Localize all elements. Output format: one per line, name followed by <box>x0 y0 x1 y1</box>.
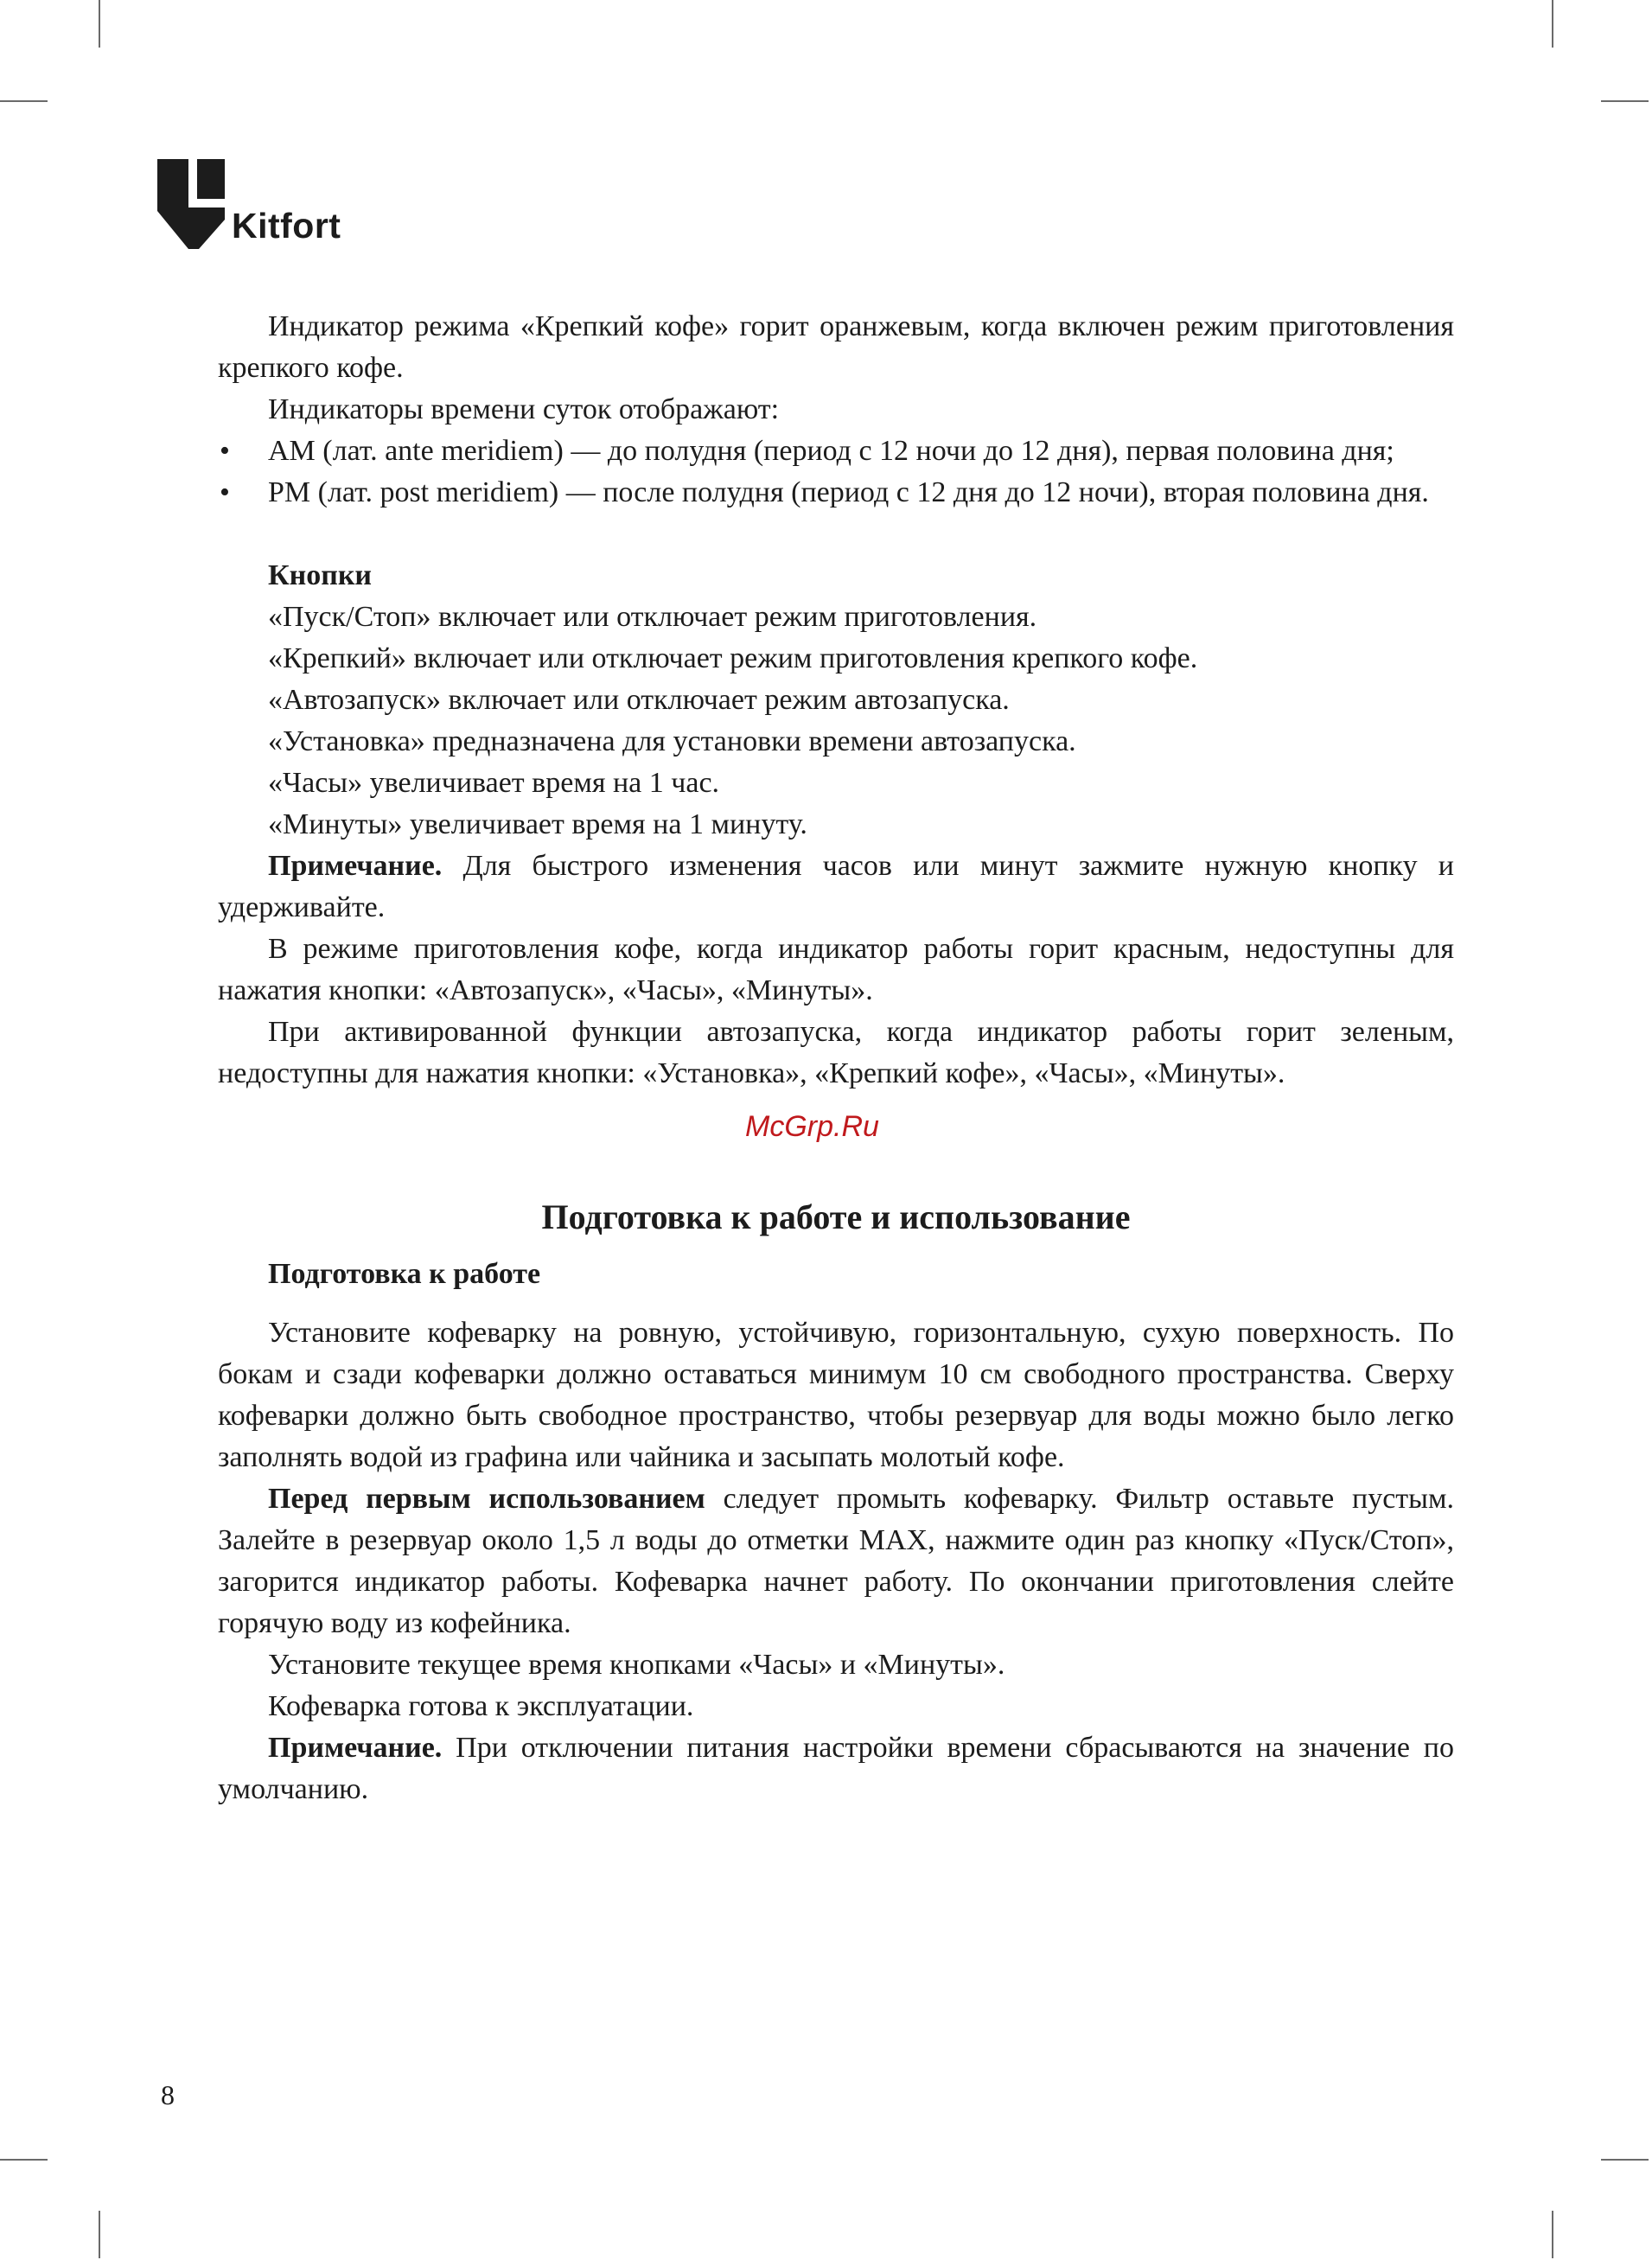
note-text: Для быстрого изменения часов или минут зажмите нужную кнопку и удерживайте. <box>218 850 1454 923</box>
note-text: При отключении питания настройки времени сбрасываются на значение по умолчанию. <box>218 1732 1454 1805</box>
button-desc-start-stop: «Пуск/Стоп» включает или отключает режим приготовления. <box>268 601 1037 633</box>
brand-name: Kitfort <box>232 206 341 246</box>
bullet-icon: • <box>220 435 230 467</box>
button-desc-strong: «Крепкий» включает или отключает режим приготовления крепкого кофе. <box>268 642 1198 674</box>
button-desc-setting: «Установка» предназначена для установки времени автозапуска. <box>268 725 1076 757</box>
crop-mark-top-left-horizontal <box>0 100 48 102</box>
section-title-buttons: Кнопки <box>268 559 373 591</box>
button-desc-hours: «Часы» увеличивает время на 1 час. <box>268 767 720 799</box>
page-number: 8 <box>161 2079 175 2110</box>
crop-mark-bottom-right-horizontal <box>1601 2159 1649 2161</box>
page-content <box>218 306 1454 1810</box>
paragraph-placement: Установите кофеварку на ровную, устойчивую, горизонтальную, сухую поверхность. По бокам и сзади кофеварки должно оставаться минимум 10 см свободного пространства. Сверху кофеварки должно быть свободное пространство, чтобы резервуар для воды можно было легко заполнять водой из графина или чайника и засыпать молотый кофе. <box>218 1317 1454 1473</box>
paragraph-ready: Кофеварка готова к эксплуатации. <box>268 1690 694 1722</box>
note-buttons <box>218 846 1454 929</box>
section-title-preparation-and-use: Подготовка к работе и использование <box>541 1197 1131 1236</box>
crop-mark-top-right-vertical <box>1552 0 1553 48</box>
list-item-am-text: AM (лат. ante meridiem) — до полудня (период с 12 ночи до 12 дня), первая половина дня; <box>268 435 1394 467</box>
note-label: Примечание. <box>268 850 443 882</box>
subsection-title-preparation: Подготовка к работе <box>268 1258 541 1290</box>
paragraph-autostart-mode: При активированной функции автозапуска, когда индикатор работы горит зеленым, недоступны для нажатия кнопки: «Установка», «Крепкий кофе», «Часы», «Минуты». <box>218 1016 1454 1089</box>
watermark: McGrp.Ru <box>745 1110 879 1143</box>
first-use-text: следует промыть кофеварку. Фильтр оставьте пустым. Залейте в резервуар около 1,5 л воды до отметки MAX, нажмите один раз кнопку «Пуск/Стоп», загорится индикатор работы. Кофеварка начнет работу. По окончании приготовления слейте горячую воду из кофейника. <box>218 1483 1455 1639</box>
crop-mark-top-right-horizontal <box>1601 100 1649 102</box>
first-use-label: Перед первым использованием <box>268 1483 705 1515</box>
paragraph-strong-coffee-indicator: Индикатор режима «Крепкий кофе» горит оранжевым, когда включен режим приготовления крепкого кофе. <box>218 310 1454 384</box>
list-item-pm <box>218 472 1454 514</box>
note-label: Примечание. <box>268 1732 443 1764</box>
list-item-am <box>218 431 1454 472</box>
note-power-off <box>218 1727 1454 1810</box>
kitfort-logo-icon <box>157 159 225 249</box>
crop-mark-top-left-vertical <box>99 0 100 48</box>
paragraph-set-time: Установите текущее время кнопками «Часы» и «Минуты». <box>268 1649 1005 1681</box>
paragraph-brewing-mode: В режиме приготовления кофе, когда индикатор работы горит красным, недоступны для нажатия кнопки: «Автозапуск», «Часы», «Минуты». <box>218 933 1454 1006</box>
crop-mark-bottom-left-horizontal <box>0 2159 48 2161</box>
crop-mark-bottom-left-vertical <box>99 2211 100 2258</box>
brand-logo <box>157 159 341 249</box>
bullet-icon: • <box>220 476 230 508</box>
crop-mark-bottom-right-vertical <box>1552 2211 1553 2258</box>
paragraph-time-indicators: Индикаторы времени суток отображают: <box>268 393 780 425</box>
paragraph-first-use <box>218 1478 1454 1644</box>
button-desc-autostart: «Автозапуск» включает или отключает режим автозапуска. <box>268 684 1010 716</box>
list-item-pm-text: PM (лат. post meridiem) — после полудня (период с 12 дня до 12 ночи), вторая половина дня. <box>268 476 1429 508</box>
button-desc-minutes: «Минуты» увеличивает время на 1 минуту. <box>268 808 807 840</box>
